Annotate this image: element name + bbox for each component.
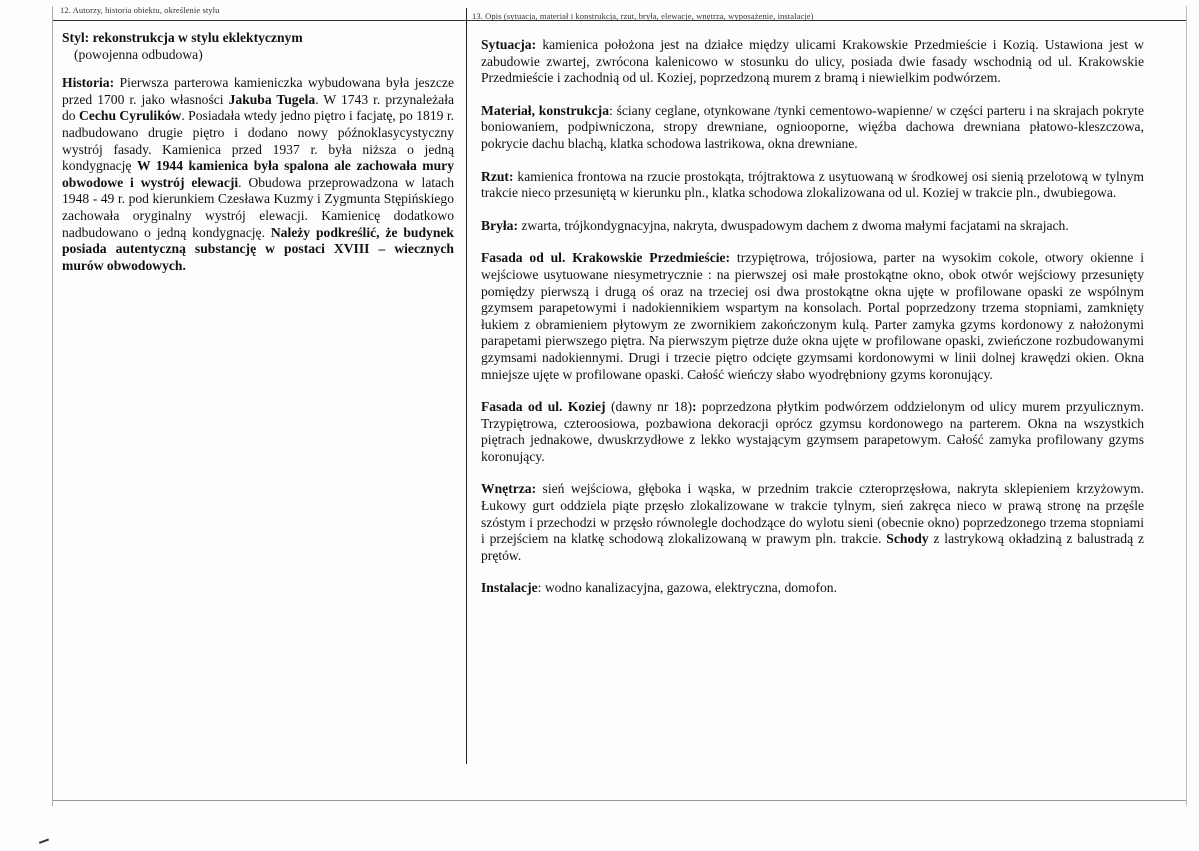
left-column-header: 12. Autorzy, historia obiektu, określenie stylu [60, 5, 220, 15]
left-column [62, 30, 454, 286]
rzut-text: kamienica frontowa na rzucie prostokąta, trójtraktowa z usytuowaną w środkowej osi sienią przelotową w tylnym trakcie nieco przesuniętą w kierunku pln., klatka schodowa zlokalizowana od ul. Koziej w trakcie pln., dwubiegowa. [481, 168, 1144, 201]
material-label: Materiał, konstrukcja [481, 102, 610, 118]
fasada-koziej-colon: : [691, 399, 697, 415]
history-conclusion: Należy podkreślić, że budynek posiada autentyczną substancję w postaci XVIII – wiecznych murów obwodowych. [62, 224, 454, 273]
sytuacja-text: kamienica położona jest na działce między ulicami Krakowskie Przedmieście i Kozią. Ustawiona jest w zabudowie zwartej, zwrócona kalenicowo w stosunku do ulicy, posiada dwie fasady wschodnią od ul. Krakowskie Przedmieście i zachodnią od ul. Koziej, poprzedzoną murem z bramą i niewielkim podwórzem. [481, 37, 1144, 86]
style-section [62, 30, 454, 63]
history-text-3: . Posiadała wtedy jedno piętro i facjatę, po 1819 r. nadbudowano drugie piętro i dodano nowy późnoklasycystyczny wystrój fasady. Kamienica przed 1937 r. była niższa o jedną kondygnację [62, 108, 455, 174]
wnetrza-label: Wnętrza: [481, 481, 537, 497]
bryla-text: zwarta, trójkondygnacyjna, nakryta, dwuspadowym dachem z dwoma małymi facjatami na skrajach. [518, 217, 1069, 233]
style-subtitle: (powojenna odbudowa) [74, 46, 203, 62]
history-label: Historia: [62, 75, 115, 91]
history-text-2: . W 1743 r. przynależała do [62, 91, 455, 124]
history-text-1: Pierwsza parterowa kamieniczka wybudowana była jeszcze przed 1700 r. jako własności [62, 75, 454, 107]
column-divider [466, 8, 467, 764]
bryla-label: Bryła: [481, 217, 518, 233]
wnetrza-end: z lastrykową okładziną z balustradą z prętów. [481, 531, 1144, 563]
fasada-koziej-number: (dawny nr 18) [605, 399, 692, 415]
sytuacja-section [481, 37, 1144, 87]
wnetrza-schody: Schody [886, 531, 929, 547]
material-section [481, 103, 1144, 153]
history-1944: W 1944 kamienica była spalona ale zachowała mury obwodowe i wystrój elewacji [62, 158, 454, 190]
table-bottom-border [52, 800, 1187, 801]
bryla-section [481, 218, 1144, 235]
scan-artifact [39, 839, 51, 850]
fasada-koziej-section [481, 399, 1144, 465]
fasada-krakowskie-text: trzypiętrowa, trójosiowa, parter na wysokim cokole, otwory okienne i wejściowe usytuowane niesymetrycznie : na pierwszej osi małe prostokątne okno, obok otwór wejściowy przesunięty pomiędzy pierwszą i drugą oś oraz na trzeciej osi dwa prostokątne okna ujęte w profilowane opaski ze wspólnym gzymsem parapetowymi i nadokiennikiem wspartym na konsolach. Portal poprzedzony trzema stopniami, zamknięty łukiem z obramieniem płytowym ze zwornikiem zakończonym kulą. Parter zamyka gzyms kordonowy z nałożonymi parapetami pierwszego piętra. Na pierwszym piętrze duże okna ujęte w profilowane opaski, zwieńczone rozbudowanymi gzymsami nadokiennymi. Drugi i trzecie piętro odcięte gzymsami kordonowymi w linii dolnej krawędzi okien. Okna mniejsze ujęte w profilowane opaski. Całość wieńczy słabo wyodrębniony gzyms koronujący. [481, 250, 1144, 382]
fasada-koziej-text: poprzedzona płytkim podwórzem oddzielonym od ulicy murem przyulicznym. Trzypiętrowa, czteroosiowa, pozbawiona dekoracji oprócz gzymsu kordonowego na parterem. Okna na wszystkich piętrach jednakowe, dwuskrzydłowe z lekko wystającym gzymsem parapetowym. Całość zamyka profilowany gzyms koronujący. [481, 399, 1144, 464]
instalacje-label: Instalacje [481, 580, 538, 596]
table-left-border [52, 6, 53, 806]
fasada-koziej-label: Fasada od ul. Koziej [481, 399, 606, 415]
history-section [62, 75, 454, 274]
history-text-4: . Obudowa przeprowadzona w latach 1948 - 49 r. pod kierunkiem Czesława Kuzmy i Zygmunta Stępińskiego zachowała oryginalny wystrój elewacji. Kamienicę dodatkowo nadbudowano o jedną kondygnację. [62, 174, 455, 240]
fasada-krakowskie-section [481, 250, 1144, 383]
wnetrza-text: sień wejściowa, głęboka i wąska, w przednim trakcie czteroprzęsłowa, nakryta sklepieniem krzyżowym. Łukowy gurt oddziela piąte przęsło zlokalizowane w trakcie tylnym, sień zakręca nieco w prawą stronę na przęśle szóstym i przechodzi w przęsło równolegle dochodzące do wylotu sieni (obecnie okno) poprzedzonego trzema stopniami i przejściem na klatkę schodową zlokalizowaną w prawym pln. trakcie. [481, 481, 1144, 547]
style-label: Styl: rekonstrukcja w stylu eklektycznym [62, 30, 303, 45]
rzut-section [481, 169, 1144, 202]
history-tugel: Jakuba Tugela [228, 91, 316, 107]
wnetrza-section [481, 481, 1144, 564]
sytuacja-label: Sytuacja: [481, 37, 537, 52]
fasada-krakowskie-label: Fasada od ul. Krakowskie Przedmieście: [481, 250, 731, 266]
right-column [481, 37, 1144, 613]
right-column-header: 13. Opis (sytuacja, materiał i konstrukcja, rzut, bryła, elewacje, wnętrza, wyposażenie, instalacje) [472, 11, 814, 21]
table-right-border [1186, 6, 1187, 806]
material-text: : ściany ceglane, otynkowane /tynki cementowo-wapienne/ w części parteru i na skrajach pokryte boniowaniem, podpiwniczona, stropy drewniane, ogniooporne, więźba dachowa drewniana płatowo-kleszczowa, pokrycie dachu blachą, klatka schodowa lastrikowa, okna drewniane. [481, 102, 1144, 151]
history-cech: Cechu Cyrulików [79, 108, 182, 124]
rzut-label: Rzut: [481, 168, 514, 184]
instalacje-section [481, 580, 1144, 597]
instalacje-text: : wodno kanalizacyjna, gazowa, elektryczna, domofon. [537, 580, 837, 596]
